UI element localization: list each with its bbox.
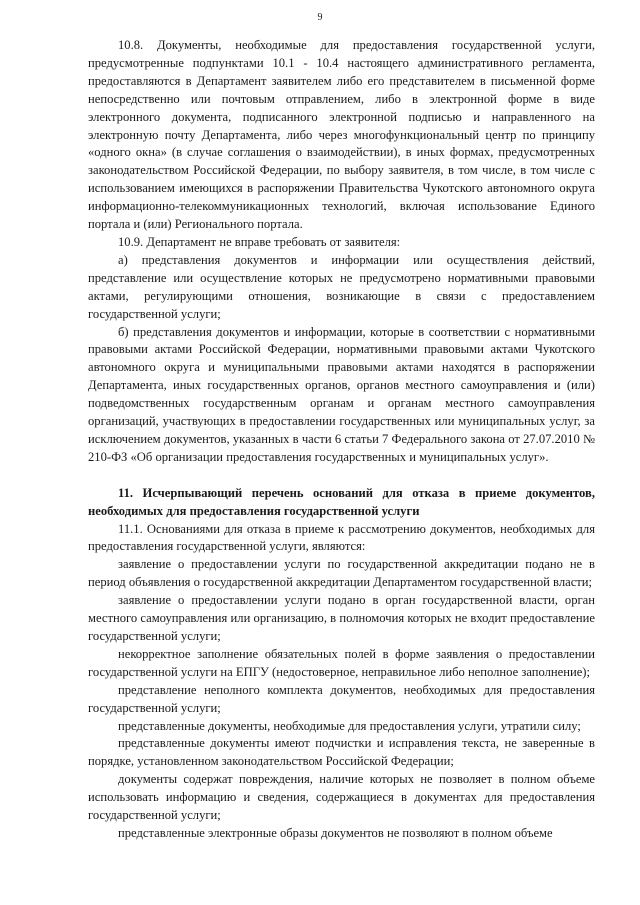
paragraph-10-9-a: а) представления документов и информации или осуществления действий, представление или осуществление которых не предусмотрено нормативными правовыми актами, регулирующими отношения, возникающие в связи с предоставлением государственной услуги; [88, 252, 595, 321]
section-11-heading: 11. Исчерпывающий перечень оснований для отказа в приеме документов, необходимых для предоставления государственной услуги [88, 485, 595, 518]
list-item: представленные документы, необходимые для предоставления услуги, утратили силу; [118, 718, 581, 733]
document-body [88, 37, 595, 843]
list-item: заявление о предоставлении услуги подано в орган государственной власти, орган местного самоуправления или организацию, в полномочия которых не входит предоставление государственной услуги; [88, 593, 595, 643]
paragraph-10-9-b: б) представления документов и информации, которые в соответствии с нормативными правовыми актами Российской Федерации, нормативными правовыми актами Чукотского автономного округа и муниципальными правовыми актами находятся в распоряжении Департамента, иных государственных органов, органов местного самоуправления и (или) подведомственных государственным органам и органам местного самоуправления организаций, участвующих в предоставлении государственных или муниципальных услуг, за исключением документов, указанных в части 6 статьи 7 Федерального закона от 27.07.2010 № 210-ФЗ «Об организации предоставления государственных и муниципальных услуг». [88, 324, 595, 464]
list-item: некорректное заполнение обязательных полей в форме заявления о предоставлении государственной услуги на ЕПГУ (недостоверное, неправильное либо неполное заполнение); [88, 646, 595, 679]
list-item: представленные документы имеют подчистки и исправления текста, не заверенные в порядке, установленном законодательством Российской Федерации; [88, 736, 595, 769]
paragraph-11-1: 11.1. Основаниями для отказа в приеме к рассмотрению документов, необходимых для предоставления государственной услуги, являются: [88, 521, 595, 554]
list-item: представление неполного комплекта документов, необходимых для предоставления государственной услуги; [88, 682, 595, 715]
page-number: 9 [317, 12, 323, 23]
list-item: документы содержат повреждения, наличие которых не позволяет в полном объеме использовать информацию и сведения, содержащиеся в документах для предоставления государственной услуги; [88, 772, 595, 823]
list-item: заявление о предоставлении услуги по государственной аккредитации подано не в период объявления о государственной аккредитации Департаментом государственной власти; [88, 557, 595, 590]
list-item: представленные электронные образы документов не позволяют в полном объеме [118, 825, 553, 840]
paragraph-10-8: 10.8. Документы, необходимые для предоставления государственной услуги, предусмотренные подпунктами 10.1 - 10.4 настоящего административного регламента, предоставляются в Департамент заявителем либо его представителем в письменной форме непосредственно или почтовым отправлением, либо в электронной форме в виде электронного документа, подписанного электронной подписью и направленного на электронную почту Департамента, либо через многофункциональный центр по принципу «одного окна» (в случае соглашения о взаимодействии), в иных формах, предусмотренных законодательством Российской Федерации, по выбору заявителя, в том числе, в том числе с использованием имеющихся в распоряжении Правительства Чукотского автономного округа информационно-телекоммуникационных технологий, включая использование Единого портала и (или) Регионального портала. [88, 38, 595, 232]
paragraph-10-9: 10.9. Департамент не вправе требовать от заявителя: [118, 234, 401, 249]
